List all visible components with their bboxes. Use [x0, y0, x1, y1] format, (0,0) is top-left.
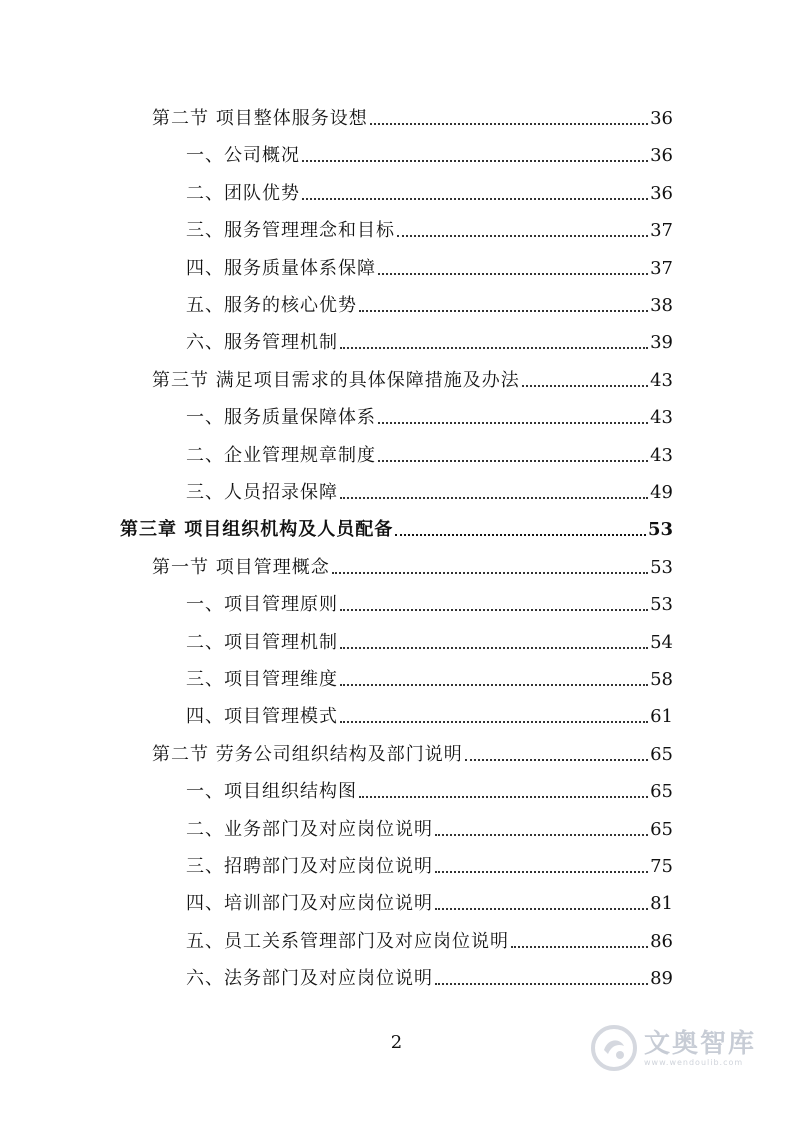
dot-leader [435, 983, 648, 985]
toc-entry-page: 61 [650, 706, 673, 728]
watermark [590, 1018, 790, 1078]
toc-entry[interactable] [186, 848, 673, 878]
watermark-name: 文奥智库 [644, 1028, 757, 1059]
toc-entry-page: 43 [650, 407, 673, 429]
toc-entry[interactable] [186, 175, 673, 205]
toc-entry-title: 四、项目管理模式 [186, 706, 338, 728]
toc-entry-page: 37 [650, 257, 673, 279]
toc-entry[interactable] [152, 100, 673, 130]
toc-entry[interactable] [186, 212, 673, 242]
dot-leader [340, 684, 648, 686]
toc-entry-title: 第一节 项目管理概念 [152, 556, 330, 578]
toc-entry-title: 一、服务质量保障体系 [186, 407, 376, 429]
toc-entry-title: 第二节 项目整体服务设想 [152, 108, 368, 129]
toc-entry-title: 三、招聘部门及对应岗位说明 [186, 856, 433, 877]
toc-entry[interactable] [186, 661, 673, 691]
toc-entry[interactable] [186, 399, 673, 429]
dot-leader [340, 347, 648, 349]
toc-entry-page: 65 [650, 781, 673, 803]
toc-entry-page: 86 [650, 930, 673, 952]
toc-entry[interactable] [186, 437, 673, 467]
toc-entry-page: 49 [650, 482, 673, 503]
toc-entry[interactable] [186, 250, 673, 280]
toc-entry[interactable] [152, 736, 673, 766]
toc-entry[interactable] [152, 362, 673, 392]
toc-entry-title: 六、法务部门及对应岗位说明 [186, 968, 433, 990]
toc-entry-title: 第三节 满足项目需求的具体保障措施及办法 [152, 369, 520, 391]
toc-entry[interactable] [186, 137, 673, 167]
dot-leader [435, 834, 648, 836]
toc-entry-page: 54 [650, 631, 673, 653]
toc-entry[interactable] [186, 811, 673, 841]
toc-entry-title: 三、项目管理维度 [186, 669, 338, 690]
dot-leader [397, 235, 648, 237]
toc-entry-page: 65 [650, 743, 673, 765]
dot-leader [340, 609, 648, 611]
toc-entry[interactable] [186, 324, 673, 354]
toc-entry[interactable] [152, 549, 673, 579]
toc-entry-page: 36 [650, 182, 673, 204]
toc-entry-page: 36 [650, 145, 673, 167]
toc-entry-page: 53 [650, 594, 673, 616]
dot-leader [511, 946, 648, 948]
toc-entry-title: 五、服务的核心优势 [186, 295, 357, 316]
toc-entry-title: 一、项目管理原则 [186, 594, 338, 616]
toc-entry-page: 36 [650, 108, 673, 129]
toc-entry-title: 一、公司概况 [186, 145, 300, 167]
toc-entry-page: 58 [650, 669, 673, 690]
dot-leader [359, 796, 648, 798]
toc-entry[interactable] [120, 511, 673, 541]
toc-entry-title: 四、培训部门及对应岗位说明 [186, 893, 433, 915]
toc-entry[interactable] [186, 624, 673, 654]
toc-entry-page: 81 [650, 893, 673, 915]
toc-entry-page: 38 [650, 295, 673, 316]
toc-entry-title: 二、业务部门及对应岗位说明 [186, 818, 433, 840]
toc-entry-page: 53 [647, 519, 673, 541]
toc-entry-title: 五、员工关系管理部门及对应岗位说明 [186, 930, 509, 952]
dot-leader [435, 908, 648, 910]
toc-entry-page: 75 [650, 856, 673, 877]
wendou-logo-icon [590, 1024, 638, 1072]
toc-entry-page: 39 [650, 332, 673, 354]
dot-leader [395, 534, 646, 536]
toc-entry-title: 第三章 项目组织机构及人员配备 [120, 519, 394, 541]
toc-entry-page: 43 [650, 369, 673, 391]
dot-leader [302, 198, 648, 200]
toc-entry-page: 43 [650, 444, 673, 466]
toc-entry[interactable] [186, 885, 673, 915]
dot-leader [522, 385, 648, 387]
dot-leader [435, 871, 648, 873]
toc-entry-title: 二、企业管理规章制度 [186, 444, 376, 466]
toc-entry-title: 三、服务管理理念和目标 [186, 220, 395, 242]
dot-leader [378, 460, 648, 462]
dot-leader [340, 647, 648, 649]
dot-leader [465, 759, 648, 761]
toc-entry-title: 一、项目组织结构图 [186, 781, 357, 803]
toc-entry-title: 三、人员招录保障 [186, 482, 338, 503]
page-number: 2 [390, 1032, 403, 1053]
dot-leader [370, 123, 648, 125]
dot-leader [340, 721, 648, 723]
watermark-url: www.wendoulib.com [644, 1057, 744, 1067]
toc-entry[interactable] [186, 923, 673, 953]
toc-entry[interactable] [186, 474, 673, 504]
toc-entry[interactable] [186, 287, 673, 317]
toc-entry[interactable] [186, 773, 673, 803]
toc-entry-page: 65 [650, 818, 673, 840]
dot-leader [302, 160, 648, 162]
toc-entry-page: 37 [650, 220, 673, 242]
dot-leader [340, 497, 648, 499]
toc-entry[interactable] [186, 586, 673, 616]
dot-leader [359, 310, 648, 312]
toc-entry-page: 89 [650, 968, 673, 990]
toc-entry-title: 二、团队优势 [186, 182, 300, 204]
toc-entry[interactable] [186, 960, 673, 990]
toc-entry-title: 六、服务管理机制 [186, 332, 338, 354]
toc-entry-title: 四、服务质量体系保障 [186, 257, 376, 279]
toc-entry[interactable] [186, 698, 673, 728]
toc-entry-title: 二、项目管理机制 [186, 631, 338, 653]
dot-leader [378, 422, 648, 424]
dot-leader [378, 273, 648, 275]
toc-entry-title: 第二节 劳务公司组织结构及部门说明 [152, 743, 463, 765]
dot-leader [332, 572, 648, 574]
toc-entry-page: 53 [650, 556, 673, 578]
